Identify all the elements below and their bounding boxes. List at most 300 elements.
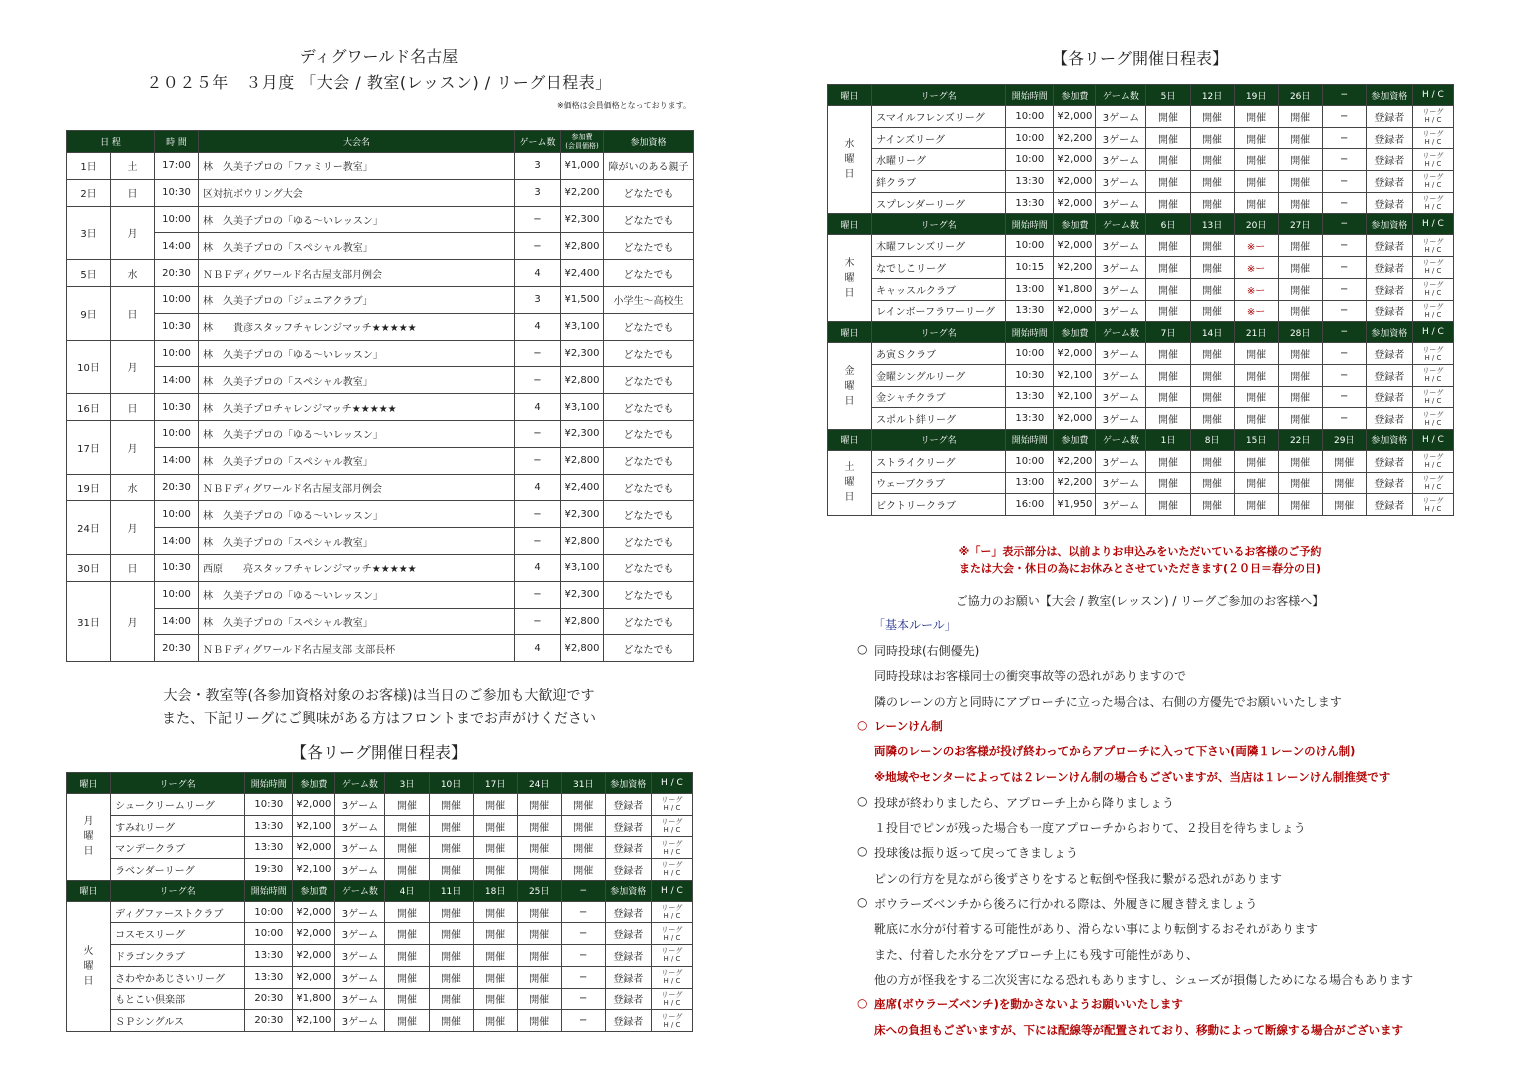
league-value-cell: 3ゲーム bbox=[1096, 278, 1146, 300]
league-value-cell: 登録者 bbox=[1366, 106, 1412, 128]
event-name-cell: ＮＢＦディグワールド名古屋支部月例会 bbox=[199, 260, 515, 287]
rule-heading: 座席(ボウラーズベンチ)を動かさないようお願いいたします bbox=[874, 997, 1183, 1012]
league-value-cell: 10:00 bbox=[245, 901, 293, 923]
weekday-cell: 月 曜 日 bbox=[67, 794, 111, 881]
league-value-cell: 登録者 bbox=[605, 901, 651, 923]
rule-heading: ボウラーズベンチから後ろに行かれる際は、外履きに履き替えましょう bbox=[874, 897, 1258, 911]
weekday-cell: 月 bbox=[111, 501, 155, 555]
fee-cell: ¥2,800 bbox=[561, 608, 604, 635]
league-header-row bbox=[828, 85, 1454, 106]
league-value-cell: 登録者 bbox=[1366, 472, 1412, 494]
time-cell: 20:30 bbox=[155, 474, 199, 501]
league-value-cell: 開催 bbox=[517, 966, 561, 988]
weekday-cell: 水 bbox=[111, 260, 155, 287]
league-value-cell: 開催 bbox=[473, 966, 517, 988]
league-value-cell: − bbox=[1322, 235, 1366, 257]
league-value-cell: 登録者 bbox=[605, 794, 651, 816]
league-value-cell: ¥2,000 bbox=[293, 923, 335, 945]
league-value-cell: 開催 bbox=[429, 901, 473, 923]
weekday-cell: 木 曜 日 bbox=[828, 235, 872, 322]
league-value-cell: − bbox=[1322, 106, 1366, 128]
league-header-cell: 25日 bbox=[517, 880, 561, 901]
bullet-icon: ○ bbox=[857, 717, 868, 732]
league-value-cell: 開催 bbox=[1190, 106, 1234, 128]
league-value-cell: 開催 bbox=[385, 837, 429, 859]
games-cell: 4 bbox=[515, 635, 561, 662]
league-header-cell: 5日 bbox=[1146, 85, 1190, 106]
league-value-cell: ¥2,000 bbox=[1054, 343, 1096, 365]
weekday-cell: 日 bbox=[111, 554, 155, 581]
event-schedule-table bbox=[66, 130, 694, 662]
league-row bbox=[67, 837, 693, 859]
rule-heading: 同時投球(右側優先) bbox=[874, 644, 980, 658]
league-value-cell: 20:30 bbox=[245, 988, 293, 1010]
league-header-cell: 開始時間 bbox=[1006, 322, 1054, 343]
league-row bbox=[67, 1010, 693, 1032]
fee-cell: ¥1,000 bbox=[561, 153, 604, 180]
event-name-cell: 林 久美子プロの「スペシャル教室」 bbox=[199, 233, 515, 260]
league-value-cell: 3ゲーム bbox=[1096, 235, 1146, 257]
table-row bbox=[67, 313, 694, 340]
league-value-cell: 3ゲーム bbox=[335, 966, 385, 988]
league-value-cell: 3ゲーム bbox=[1096, 257, 1146, 279]
league-name-cell: スプレンダーリーグ bbox=[872, 192, 1006, 214]
league-value-cell: 3ゲーム bbox=[335, 1010, 385, 1032]
welcome-line-2: また、下記リーグにご興味がある方はフロントまでお声がけください bbox=[162, 711, 596, 727]
league-header-cell: 開始時間 bbox=[1006, 429, 1054, 450]
table-row bbox=[67, 420, 694, 447]
league-header-cell: 10日 bbox=[429, 773, 473, 794]
league-value-cell: − bbox=[561, 923, 605, 945]
league-value-cell: 3ゲーム bbox=[1096, 171, 1146, 193]
handicap-cell: リーグ H / C bbox=[1412, 450, 1453, 472]
league-value-cell: 登録者 bbox=[1366, 386, 1412, 408]
league-header-cell: 参加資格 bbox=[1366, 322, 1412, 343]
league-header-cell: 12日 bbox=[1190, 85, 1234, 106]
league-value-cell: ¥2,000 bbox=[1054, 149, 1096, 171]
fee-cell: ¥2,400 bbox=[561, 474, 604, 501]
handicap-cell: リーグ H / C bbox=[1412, 149, 1453, 171]
league-value-cell: 13:30 bbox=[245, 966, 293, 988]
league-value-cell: 13:30 bbox=[245, 815, 293, 837]
league-row bbox=[828, 343, 1454, 365]
handicap-cell: リーグ H / C bbox=[1412, 472, 1453, 494]
league-value-cell: ¥2,100 bbox=[293, 1010, 335, 1032]
league-value-cell: 開催 bbox=[1322, 472, 1366, 494]
league-value-cell: ¥2,200 bbox=[1054, 127, 1096, 149]
league-value-cell: 開催 bbox=[385, 794, 429, 816]
time-cell: 14:00 bbox=[155, 367, 199, 394]
league-header-cell: 14日 bbox=[1190, 322, 1234, 343]
league-header-cell: 15日 bbox=[1234, 429, 1278, 450]
league-header-cell: 参加費 bbox=[293, 880, 335, 901]
league-value-cell: 開催 bbox=[517, 815, 561, 837]
league-value-cell: ¥1,800 bbox=[293, 988, 335, 1010]
league-value-cell: 登録者 bbox=[605, 923, 651, 945]
notice-line-1: ※「ー」表示部分は、以前よりお申込みをいただいているお客様のご予約 bbox=[958, 545, 1322, 558]
league-value-cell: 3ゲーム bbox=[1096, 450, 1146, 472]
eligibility-cell: どなたでも bbox=[604, 447, 694, 474]
league-value-cell: ¥2,000 bbox=[1054, 300, 1096, 322]
eligibility-cell: 障がいのある親子 bbox=[604, 153, 694, 180]
league-header-cell: 24日 bbox=[517, 773, 561, 794]
league-value-cell: 開催 bbox=[429, 945, 473, 967]
league-value-cell: 開催 bbox=[429, 815, 473, 837]
eligibility-cell: どなたでも bbox=[604, 260, 694, 287]
rule-heading: 投球が終わりましたら、アプローチ上から降りましょう bbox=[874, 795, 1175, 810]
league-value-cell: 開催 bbox=[1234, 106, 1278, 128]
time-cell: 10:00 bbox=[155, 286, 199, 313]
event-name-cell: 林 久美子プロの「スペシャル教室」 bbox=[199, 528, 515, 555]
date-cell: 3日 bbox=[67, 206, 111, 260]
league-value-cell: 登録者 bbox=[1366, 278, 1412, 300]
fee-cell: ¥2,800 bbox=[561, 447, 604, 474]
league-value-cell: 3ゲーム bbox=[1096, 343, 1146, 365]
league-value-cell: − bbox=[1322, 386, 1366, 408]
fee-cell: ¥1,500 bbox=[561, 286, 604, 313]
handicap-cell: リーグ H / C bbox=[651, 794, 692, 816]
weekday-cell: 金 曜 日 bbox=[828, 343, 872, 430]
date-cell: 31日 bbox=[67, 581, 111, 661]
league-value-cell: 10:00 bbox=[1006, 149, 1054, 171]
league-value-cell: 登録者 bbox=[605, 837, 651, 859]
league-value-cell: 開催 bbox=[561, 837, 605, 859]
league-value-cell: 10:00 bbox=[1006, 106, 1054, 128]
event-name-cell: 林 久美子プロの「スペシャル教室」 bbox=[199, 447, 515, 474]
league-header-cell: 開始時間 bbox=[245, 880, 293, 901]
handicap-cell: リーグ H / C bbox=[651, 837, 692, 859]
time-cell: 14:00 bbox=[155, 233, 199, 260]
league-value-cell: 開催 bbox=[561, 815, 605, 837]
league-value-cell: 開催 bbox=[1234, 494, 1278, 516]
time-cell: 10:30 bbox=[155, 554, 199, 581]
league-value-cell: 登録者 bbox=[605, 988, 651, 1010]
league-name-cell: ディグファーストクラブ bbox=[111, 901, 245, 923]
league-value-cell: 開催 bbox=[1146, 472, 1190, 494]
league-value-cell: 開催 bbox=[1234, 192, 1278, 214]
league-value-cell: ※ー bbox=[1234, 235, 1278, 257]
league-value-cell: 開催 bbox=[385, 815, 429, 837]
league-name-cell: もとこい倶楽部 bbox=[111, 988, 245, 1010]
league-value-cell: 開催 bbox=[1234, 450, 1278, 472]
league-value-cell: 開催 bbox=[561, 794, 605, 816]
eligibility-cell: どなたでも bbox=[604, 581, 694, 608]
games-cell: 4 bbox=[515, 260, 561, 287]
league-value-cell: − bbox=[1322, 278, 1366, 300]
league-header-cell: 7日 bbox=[1146, 322, 1190, 343]
games-cell: − bbox=[515, 447, 561, 474]
league-value-cell: 10:30 bbox=[1006, 364, 1054, 386]
league-header-cell: 27日 bbox=[1278, 214, 1322, 235]
league-header-row bbox=[828, 429, 1454, 450]
league-value-cell: 開催 bbox=[385, 859, 429, 881]
league-header-cell: 参加資格 bbox=[1366, 429, 1412, 450]
time-cell: 10:00 bbox=[155, 340, 199, 367]
league-value-cell: 開催 bbox=[1146, 192, 1190, 214]
league-value-cell: − bbox=[1322, 127, 1366, 149]
handicap-cell: リーグ H / C bbox=[651, 815, 692, 837]
league-header-cell: リーグ名 bbox=[872, 322, 1006, 343]
event-name-cell: 林 貴彦スタッフチャレンジマッチ★★★★★ bbox=[199, 313, 515, 340]
table-row bbox=[67, 447, 694, 474]
league-value-cell: 登録者 bbox=[1366, 450, 1412, 472]
league-value-cell: ¥2,000 bbox=[1054, 192, 1096, 214]
league-header-cell: 参加費 bbox=[293, 773, 335, 794]
league-name-cell: あ寅Ｓクラブ bbox=[872, 343, 1006, 365]
league-value-cell: 3ゲーム bbox=[335, 837, 385, 859]
league-header-row bbox=[828, 322, 1454, 343]
league-value-cell: 登録者 bbox=[1366, 494, 1412, 516]
league-name-cell: ビクトリークラブ bbox=[872, 494, 1006, 516]
handicap-cell: リーグ H / C bbox=[1412, 257, 1453, 279]
games-cell: − bbox=[515, 340, 561, 367]
league-value-cell: 開催 bbox=[1146, 127, 1190, 149]
league-row bbox=[67, 966, 693, 988]
time-cell: 10:00 bbox=[155, 420, 199, 447]
weekday-cell: 火 曜 日 bbox=[67, 901, 111, 1031]
league-header-cell: ゲーム数 bbox=[1096, 214, 1146, 235]
table-row bbox=[67, 528, 694, 555]
league-header-cell: ゲーム数 bbox=[1096, 85, 1146, 106]
page-subtitle: ２０２５年 ３月度 「大会 / 教室(レッスン) / リーグ日程表」 bbox=[146, 73, 612, 92]
league-value-cell: 開催 bbox=[1234, 127, 1278, 149]
league-value-cell: 開催 bbox=[1234, 472, 1278, 494]
league-value-cell: − bbox=[561, 988, 605, 1010]
fee-cell: ¥2,300 bbox=[561, 340, 604, 367]
league-value-cell: ¥2,100 bbox=[293, 815, 335, 837]
eligibility-cell: どなたでも bbox=[604, 313, 694, 340]
weekday-cell: 土 曜 日 bbox=[828, 450, 872, 515]
league-value-cell: 開催 bbox=[1190, 235, 1234, 257]
league-value-cell: 13:30 bbox=[1006, 386, 1054, 408]
league-value-cell: ¥2,200 bbox=[1054, 257, 1096, 279]
handicap-cell: リーグ H / C bbox=[651, 966, 692, 988]
league-title-left: 【各リーグ開催日程表】 bbox=[290, 743, 467, 762]
col-date: 日 程 bbox=[67, 131, 155, 153]
rule-text: 床への負担もございますが、下には配線等が配置されており、移動によって断線する場合がございます bbox=[874, 1022, 1403, 1037]
eligibility-cell: どなたでも bbox=[604, 340, 694, 367]
time-cell: 10:00 bbox=[155, 206, 199, 233]
league-value-cell: 登録者 bbox=[1366, 127, 1412, 149]
fee-cell: ¥2,800 bbox=[561, 367, 604, 394]
league-value-cell: 開催 bbox=[429, 988, 473, 1010]
league-name-cell: キャッスルクラブ bbox=[872, 278, 1006, 300]
league-value-cell: − bbox=[1322, 364, 1366, 386]
league-header-cell: 曜日 bbox=[828, 322, 872, 343]
handicap-cell: リーグ H / C bbox=[651, 923, 692, 945]
league-value-cell: ¥2,200 bbox=[1054, 450, 1096, 472]
league-value-cell: 登録者 bbox=[1366, 364, 1412, 386]
league-row bbox=[828, 386, 1454, 408]
handicap-cell: リーグ H / C bbox=[1412, 343, 1453, 365]
league-header-cell: H / C bbox=[651, 773, 692, 794]
league-value-cell: 開催 bbox=[1234, 149, 1278, 171]
league-value-cell: 開催 bbox=[429, 837, 473, 859]
league-name-cell: ストライクリーグ bbox=[872, 450, 1006, 472]
league-value-cell: 開催 bbox=[385, 1010, 429, 1032]
league-value-cell: 3ゲーム bbox=[1096, 386, 1146, 408]
league-row bbox=[67, 859, 693, 881]
league-value-cell: 開催 bbox=[473, 794, 517, 816]
league-header-cell: 31日 bbox=[561, 773, 605, 794]
event-name-cell: 林 久美子プロの「ゆる〜いレッスン」 bbox=[199, 206, 515, 233]
league-value-cell: − bbox=[561, 1010, 605, 1032]
league-header-cell: リーグ名 bbox=[872, 214, 1006, 235]
league-value-cell: 開催 bbox=[1146, 450, 1190, 472]
league-row bbox=[828, 257, 1454, 279]
handicap-cell: リーグ H / C bbox=[1412, 106, 1453, 128]
league-value-cell: 開催 bbox=[1278, 235, 1322, 257]
date-cell: 5日 bbox=[67, 260, 111, 287]
price-note: ※価格は会員価格となっております。 bbox=[556, 101, 691, 110]
fee-cell: ¥2,800 bbox=[561, 528, 604, 555]
eligibility-cell: どなたでも bbox=[604, 635, 694, 662]
league-value-cell: 3ゲーム bbox=[1096, 300, 1146, 322]
games-cell: − bbox=[515, 206, 561, 233]
league-value-cell: 開催 bbox=[1234, 386, 1278, 408]
league-value-cell: 開催 bbox=[1278, 192, 1322, 214]
league-value-cell: 開催 bbox=[1234, 408, 1278, 430]
handicap-cell: リーグ H / C bbox=[1412, 494, 1453, 516]
eligibility-cell: どなたでも bbox=[604, 233, 694, 260]
league-header-cell: 開始時間 bbox=[1006, 85, 1054, 106]
games-cell: − bbox=[515, 233, 561, 260]
league-value-cell: 登録者 bbox=[1366, 235, 1412, 257]
league-value-cell: 開催 bbox=[1278, 386, 1322, 408]
date-cell: 19日 bbox=[67, 474, 111, 501]
league-value-cell: 開催 bbox=[1146, 171, 1190, 193]
league-header-cell: 参加費 bbox=[1054, 429, 1096, 450]
league-value-cell: 10:30 bbox=[245, 794, 293, 816]
league-value-cell: 10:00 bbox=[1006, 343, 1054, 365]
eligibility-cell: どなたでも bbox=[604, 554, 694, 581]
league-value-cell: 開催 bbox=[473, 859, 517, 881]
league-name-cell: なでしこリーグ bbox=[872, 257, 1006, 279]
league-value-cell: 開催 bbox=[1234, 364, 1278, 386]
eligibility-cell: どなたでも bbox=[604, 367, 694, 394]
league-value-cell: 開催 bbox=[385, 966, 429, 988]
date-cell: 9日 bbox=[67, 286, 111, 340]
league-table-left bbox=[66, 772, 693, 1032]
league-value-cell: − bbox=[561, 901, 605, 923]
league-value-cell: 開催 bbox=[473, 945, 517, 967]
league-value-cell: 開催 bbox=[1278, 278, 1322, 300]
league-header-cell: H / C bbox=[1412, 214, 1453, 235]
bullet-icon: ○ bbox=[857, 642, 868, 656]
league-value-cell: ¥2,000 bbox=[293, 837, 335, 859]
weekday-cell: 月 bbox=[111, 581, 155, 661]
league-header-cell: 11日 bbox=[429, 880, 473, 901]
games-cell: 4 bbox=[515, 394, 561, 421]
league-value-cell: 開催 bbox=[1278, 300, 1322, 322]
league-value-cell: 開催 bbox=[429, 859, 473, 881]
league-value-cell: 開催 bbox=[1190, 450, 1234, 472]
league-value-cell: ¥2,100 bbox=[293, 859, 335, 881]
fee-cell: ¥2,300 bbox=[561, 420, 604, 447]
league-value-cell: 開催 bbox=[1190, 278, 1234, 300]
league-value-cell: ¥2,000 bbox=[1054, 171, 1096, 193]
league-name-cell: さわやかあじさいリーグ bbox=[111, 966, 245, 988]
league-value-cell: − bbox=[1322, 343, 1366, 365]
fee-cell: ¥2,400 bbox=[561, 260, 604, 287]
league-header-cell: − bbox=[1322, 214, 1366, 235]
league-value-cell: 開催 bbox=[1190, 127, 1234, 149]
date-cell: 1日 bbox=[67, 153, 111, 180]
league-value-cell: 開催 bbox=[517, 901, 561, 923]
league-value-cell: ※ー bbox=[1234, 300, 1278, 322]
league-value-cell: ¥1,950 bbox=[1054, 494, 1096, 516]
games-cell: 4 bbox=[515, 474, 561, 501]
league-value-cell: 開催 bbox=[517, 837, 561, 859]
league-value-cell: 開催 bbox=[1190, 300, 1234, 322]
league-name-cell: ナインズリーグ bbox=[872, 127, 1006, 149]
league-value-cell: 開催 bbox=[1278, 106, 1322, 128]
league-value-cell: 3ゲーム bbox=[1096, 106, 1146, 128]
league-header-cell: 参加資格 bbox=[605, 880, 651, 901]
league-value-cell: − bbox=[1322, 192, 1366, 214]
date-cell: 16日 bbox=[67, 394, 111, 421]
league-value-cell: 13:30 bbox=[245, 945, 293, 967]
league-value-cell: 開催 bbox=[1278, 149, 1322, 171]
league-header-cell: H / C bbox=[1412, 322, 1453, 343]
league-value-cell: 開催 bbox=[517, 794, 561, 816]
league-value-cell: 10:00 bbox=[1006, 127, 1054, 149]
league-value-cell: 開催 bbox=[473, 1010, 517, 1032]
league-value-cell: 13:30 bbox=[1006, 300, 1054, 322]
weekday-cell: 日 bbox=[111, 394, 155, 421]
league-value-cell: 登録者 bbox=[1366, 171, 1412, 193]
handicap-cell: リーグ H / C bbox=[1412, 171, 1453, 193]
fee-cell: ¥2,200 bbox=[561, 179, 604, 206]
table-row bbox=[67, 501, 694, 528]
weekday-cell: 月 bbox=[111, 420, 155, 474]
rule-text: 両隣のレーンのお客様が投げ終わってからアプローチに入って下さい(両隣１レーンのけん制) bbox=[874, 744, 1356, 759]
handicap-cell: リーグ H / C bbox=[651, 945, 692, 967]
table-row bbox=[67, 179, 694, 206]
league-row bbox=[828, 300, 1454, 322]
league-header-cell: H / C bbox=[1412, 85, 1453, 106]
league-value-cell: − bbox=[1322, 408, 1366, 430]
league-value-cell: 3ゲーム bbox=[335, 988, 385, 1010]
handicap-cell: リーグ H / C bbox=[1412, 127, 1453, 149]
league-value-cell: 開催 bbox=[1190, 364, 1234, 386]
eligibility-cell: どなたでも bbox=[604, 474, 694, 501]
league-row bbox=[67, 794, 693, 816]
table-row bbox=[67, 206, 694, 233]
league-value-cell: ¥2,000 bbox=[293, 794, 335, 816]
eligibility-cell: どなたでも bbox=[604, 420, 694, 447]
games-cell: 3 bbox=[515, 153, 561, 180]
league-value-cell: ¥2,000 bbox=[293, 945, 335, 967]
league-name-cell: シュークリームリーグ bbox=[111, 794, 245, 816]
league-value-cell: − bbox=[1322, 149, 1366, 171]
league-value-cell: 開催 bbox=[1190, 192, 1234, 214]
bullet-icon: ○ bbox=[857, 793, 868, 808]
fee-cell: ¥3,100 bbox=[561, 313, 604, 340]
event-name-cell: 林 久美子プロの「ゆる〜いレッスン」 bbox=[199, 340, 515, 367]
table-row bbox=[67, 260, 694, 287]
bullet-icon: ○ bbox=[857, 895, 868, 909]
league-header-cell: 曜日 bbox=[67, 880, 111, 901]
league-row bbox=[828, 127, 1454, 149]
league-value-cell: ¥2,100 bbox=[1054, 386, 1096, 408]
request-title: ご協力のお願い【大会 / 教室(レッスン) / リーグご参加のお客様へ】 bbox=[955, 594, 1325, 608]
league-header-cell: 参加費 bbox=[1054, 322, 1096, 343]
league-value-cell: 3ゲーム bbox=[1096, 192, 1146, 214]
league-row bbox=[67, 988, 693, 1010]
league-header-row bbox=[67, 773, 693, 794]
league-value-cell: 10:00 bbox=[1006, 450, 1054, 472]
